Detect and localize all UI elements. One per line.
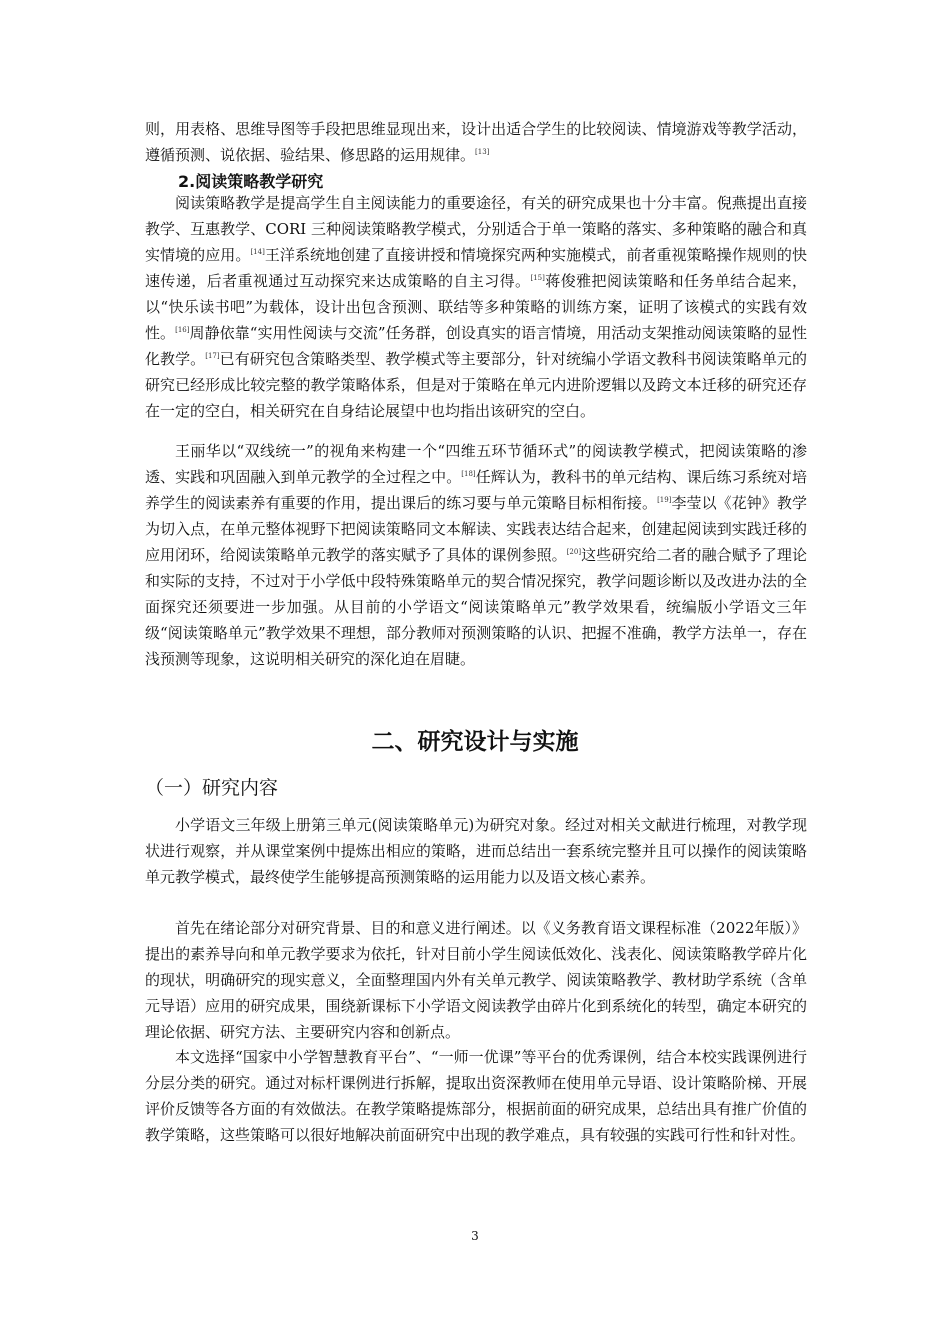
paragraph-continuation xyxy=(145,116,807,168)
paragraph-text: 李莹以《花钟》教学为切入点，在单元整体视野下把阅读策略同文本解读、实践表达结合起来，创建起阅读到实践迁移的应用闭环，给阅读策略单元教学的落实赋予了具体的课例参照。 xyxy=(145,494,807,564)
citation-ref: [18] xyxy=(461,470,476,478)
paragraph-research-object: 小学语文三年级上册第三单元(阅读策略单元)为研究对象。经过对相关文献进行梳理，对教学现状进行观察，并从课堂案例中提炼出相应的策略，进而总结出一套系统完整并且可以操作的阅读策略单元教学模式，最终使学生能够提高预测策略的运用能力以及语文核心素养。 xyxy=(145,816,807,886)
paragraph-text: 则，用表格、思维导图等手段把思维显现出来，设计出适合学生的比较阅读、情境游戏等教学活动，遵循预测、说依据、验结果、修思路的运用规律。 xyxy=(145,120,807,164)
paragraph-unit-integration-research xyxy=(145,438,807,672)
paragraph-text: 这些研究给二者的融合赋予了理论和实际的支持，不过对于小学低中段特殊策略单元的契合情况探究，教学问题诊断以及改进办法的全面探究还须要进一步加强。从目前的小学语文“阅读策略单元”教学效果看，统编版小学语文三年级“阅读策略单元”教学效果不理想，部分教师对预测策略的认识、把握不准确，教学方法单一，存在浅预测等现象，这说明相关研究的深化迫在眉睫。 xyxy=(145,546,807,668)
citation-ref: [19] xyxy=(657,496,672,504)
page-number: 3 xyxy=(471,1229,479,1243)
subheading-reading-strategy-research: 2.阅读策略教学研究 xyxy=(178,172,324,191)
paragraph-text: 王丽华以“双线统一”的视角来构建一个“四维五环节循环式”的阅读教学模式，把阅读策略的渗透、实践和巩固融入到单元教学的全过程之中。 xyxy=(145,442,807,486)
paragraph-text: 周静依靠“实用性阅读与交流”任务群，创设真实的语言情境，用活动支架推动阅读策略的显性化教学。 xyxy=(145,324,807,368)
citation-ref: [17] xyxy=(205,352,220,360)
paragraph-text: 任辉认为，教科书的单元结构、课后练习系统对培养学生的阅读素养有重要的作用，提出课后的练习要与单元策略目标相衔接。 xyxy=(145,468,807,512)
paragraph-case-study-method: 本文选择“国家中小学智慧教育平台”、“一师一优课”等平台的优秀课例，结合本校实践课例进行分层分类的研究。通过对标杆课例进行拆解，提取出资深教师在使用单元导语、设计策略阶梯、开展评价反馈等各方面的有效做法。在教学策略提炼部分，根据前面的研究成果，总结出具有推广价值的教学策略，这些策略可以很好地解决前面研究中出现的教学难点，具有较强的实践可行性和针对性。 xyxy=(145,1048,807,1144)
citation-ref: [14] xyxy=(250,248,265,256)
paragraph-reading-strategy-teaching xyxy=(145,190,807,424)
paragraph-introduction-outline: 首先在绪论部分对研究背景、目的和意义进行阐述。以《义务教育语文课程标准（2022年版）》提出的素养导向和单元教学要求为依托，针对目前小学生阅读低效化、浅表化、阅读策略教学碎片化的现状，明确研究的现实意义，全面整理国内外有关单元教学、阅读策略教学、教材助学系统（含单元导语）应用的研究成果，围绕新课标下小学语文阅读教学由碎片化到系统化的转型，确定本研究的理论依据、研究方法、主要研究内容和创新点。 xyxy=(145,919,807,1041)
paragraph-text: 阅读策略教学是提高学生自主阅读能力的重要途径，有关的研究成果也十分丰富。倪燕提出直接教学、互惠教学、CORI 三种阅读策略教学模式，分别适合于单一策略的落实、多种策略的融合和真实情境的应用。 xyxy=(145,194,807,264)
citation-ref: [13] xyxy=(475,148,490,156)
paragraph-text: 王洋系统地创建了直接讲授和情境探究两种实施模式，前者重视策略操作规则的快速传递，后者重视通过互动探究来达成策略的自主习得。 xyxy=(145,246,807,290)
citation-ref: [16] xyxy=(175,326,190,334)
section-heading: 二、研究设计与实施 xyxy=(371,729,579,755)
paragraph-text: 蒋俊雅把阅读策略和任务单结合起来，以“快乐读书吧”为载体，设计出包含预测、联结等多种策略的训练方案，证明了该模式的实践有效性。 xyxy=(145,272,807,342)
citation-ref: [20] xyxy=(566,548,582,556)
paragraph-text: 已有研究包含策略类型、教学模式等主要部分，针对统编小学语文教科书阅读策略单元的研究已经形成比较完整的教学策略体系，但是对于策略在单元内进阶逻辑以及跨文本迁移的研究还存在一定的空白，相关研究在自身结论展望中也均指出该研究的空白。 xyxy=(145,350,807,420)
subsection-heading: （一）研究内容 xyxy=(145,777,279,799)
citation-ref: [15] xyxy=(530,274,545,282)
